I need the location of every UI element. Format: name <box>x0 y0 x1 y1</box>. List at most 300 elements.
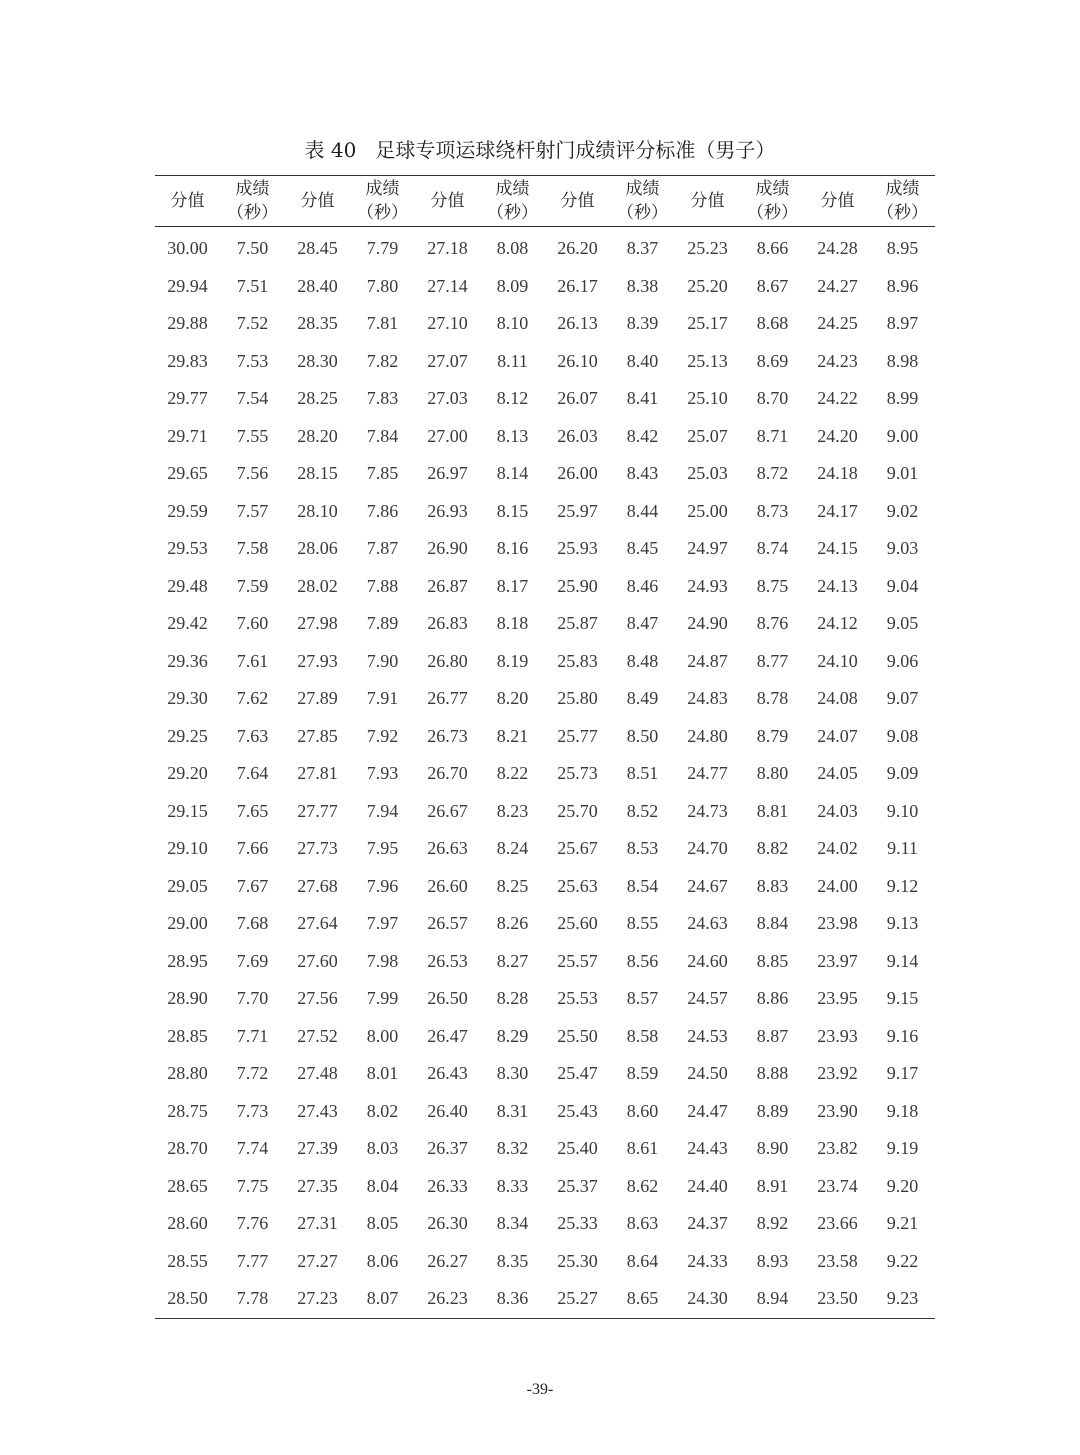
result-cell: 7.79 <box>366 238 399 259</box>
result-cell: 7.62 <box>236 688 269 709</box>
header-result-unit: （秒） <box>877 203 928 223</box>
result-cell: 7.50 <box>236 238 269 259</box>
result-cell: 8.71 <box>756 425 789 446</box>
score-cell: 26.23 <box>415 1280 480 1318</box>
score-cell: 24.90 <box>687 613 728 634</box>
result-cell: 8.06 <box>366 1250 399 1271</box>
result-cell: 7.99 <box>366 988 399 1009</box>
result-cell: 8.74 <box>756 538 789 559</box>
result-cell: 9.00 <box>886 425 919 446</box>
score-cell: 23.66 <box>817 1213 858 1234</box>
result-cell: 8.35 <box>496 1250 529 1271</box>
score-cell: 23.50 <box>805 1280 870 1318</box>
result-cell: 8.86 <box>756 988 789 1009</box>
result-cell: 7.89 <box>366 613 399 634</box>
score-cell: 26.27 <box>427 1250 468 1271</box>
result-cell: 7.69 <box>236 950 269 971</box>
result-cell: 7.68 <box>236 913 269 934</box>
result-cell: 8.33 <box>496 1175 529 1196</box>
result-cell: 7.81 <box>366 313 399 334</box>
result-cell: 7.59 <box>236 575 269 596</box>
score-cell: 27.23 <box>285 1280 350 1318</box>
result-cell: 7.75 <box>236 1175 269 1196</box>
result-cell: 7.76 <box>236 1213 269 1234</box>
header-result-label: 成绩 <box>495 179 530 199</box>
score-cell: 24.43 <box>687 1138 728 1159</box>
score-cell: 26.10 <box>557 350 598 371</box>
score-cell: 29.05 <box>167 875 208 896</box>
result-cell: 9.15 <box>886 988 919 1009</box>
result-cell: 8.53 <box>626 838 659 859</box>
result-cell: 8.19 <box>496 650 529 671</box>
result-cell: 8.87 <box>756 1025 789 1046</box>
result-cell: 7.88 <box>366 575 399 596</box>
score-cell: 27.68 <box>297 875 338 896</box>
table-row <box>155 1093 935 1131</box>
score-cell: 24.33 <box>687 1250 728 1271</box>
result-cell: 7.65 <box>236 800 269 821</box>
result-cell: 7.53 <box>236 350 269 371</box>
score-cell: 26.17 <box>557 275 598 296</box>
score-cell: 26.37 <box>427 1138 468 1159</box>
header-result-unit: （秒） <box>617 203 668 223</box>
result-cell: 7.66 <box>236 838 269 859</box>
score-cell: 27.93 <box>297 650 338 671</box>
score-cell: 25.57 <box>557 950 598 971</box>
result-cell: 8.00 <box>366 1025 399 1046</box>
score-cell: 24.18 <box>817 463 858 484</box>
score-cell: 24.30 <box>675 1280 740 1318</box>
score-cell: 26.07 <box>557 388 598 409</box>
header-score: 分值 <box>675 176 740 227</box>
score-cell: 29.48 <box>167 575 208 596</box>
score-cell: 26.13 <box>557 313 598 334</box>
result-cell: 9.09 <box>886 763 919 784</box>
score-cell: 29.77 <box>167 388 208 409</box>
score-cell: 26.63 <box>427 838 468 859</box>
result-cell: 8.01 <box>366 1063 399 1084</box>
table-header-row <box>155 176 935 227</box>
result-cell: 8.31 <box>496 1100 529 1121</box>
score-cell: 27.10 <box>427 313 468 334</box>
result-cell: 8.02 <box>366 1100 399 1121</box>
result-cell: 7.74 <box>236 1138 269 1159</box>
score-cell: 26.53 <box>427 950 468 971</box>
header-result <box>870 176 935 227</box>
header-result-unit: （秒） <box>747 203 798 223</box>
score-cell: 24.02 <box>817 838 858 859</box>
result-cell: 8.21 <box>496 725 529 746</box>
score-cell: 26.47 <box>427 1025 468 1046</box>
result-cell: 9.23 <box>870 1280 935 1318</box>
score-cell: 29.36 <box>167 650 208 671</box>
result-cell: 8.34 <box>496 1213 529 1234</box>
result-cell: 7.87 <box>366 538 399 559</box>
score-cell: 27.27 <box>297 1250 338 1271</box>
score-cell: 29.59 <box>167 500 208 521</box>
table-row <box>155 568 935 606</box>
score-cell: 25.07 <box>687 425 728 446</box>
table-row <box>155 268 935 306</box>
table-title: 表 40 足球专项运球绕杆射门成绩评分标准（男子） <box>304 138 776 162</box>
header-result-label: 成绩 <box>625 179 660 199</box>
score-cell: 26.43 <box>427 1063 468 1084</box>
score-cell: 24.67 <box>687 875 728 896</box>
score-cell: 26.40 <box>427 1100 468 1121</box>
result-cell: 7.96 <box>366 875 399 896</box>
score-cell: 25.20 <box>687 275 728 296</box>
result-cell: 8.43 <box>626 463 659 484</box>
score-cell: 28.06 <box>297 538 338 559</box>
table-body <box>155 227 935 1319</box>
score-cell: 26.90 <box>427 538 468 559</box>
score-cell: 27.77 <box>297 800 338 821</box>
result-cell: 7.92 <box>366 725 399 746</box>
result-cell: 8.50 <box>626 725 659 746</box>
score-cell: 26.20 <box>557 238 598 259</box>
result-cell: 8.79 <box>756 725 789 746</box>
header-score: 分值 <box>805 176 870 227</box>
score-cell: 24.50 <box>687 1063 728 1084</box>
score-cell: 25.00 <box>687 500 728 521</box>
result-cell: 8.37 <box>626 238 659 259</box>
result-cell: 8.47 <box>626 613 659 634</box>
table-row <box>155 1280 935 1318</box>
result-cell: 7.71 <box>236 1025 269 1046</box>
result-cell: 7.70 <box>236 988 269 1009</box>
result-cell: 7.56 <box>236 463 269 484</box>
header-result-unit: （秒） <box>357 203 408 223</box>
result-cell: 8.89 <box>756 1100 789 1121</box>
score-cell: 23.95 <box>817 988 858 1009</box>
score-cell: 24.03 <box>817 800 858 821</box>
score-cell: 25.80 <box>557 688 598 709</box>
table-row <box>155 755 935 793</box>
result-cell: 9.11 <box>887 838 918 859</box>
result-cell: 7.86 <box>366 500 399 521</box>
result-cell: 7.60 <box>236 613 269 634</box>
score-cell: 24.28 <box>817 238 858 259</box>
score-cell: 25.77 <box>557 725 598 746</box>
table-row <box>155 830 935 868</box>
score-cell: 24.25 <box>817 313 858 334</box>
header-result-unit: （秒） <box>487 203 538 223</box>
score-cell: 28.35 <box>297 313 338 334</box>
score-cell: 24.57 <box>687 988 728 1009</box>
header-result <box>610 176 675 227</box>
score-cell: 27.48 <box>297 1063 338 1084</box>
result-cell: 9.02 <box>886 500 919 521</box>
result-cell: 8.03 <box>366 1138 399 1159</box>
score-cell: 29.88 <box>167 313 208 334</box>
result-cell: 8.61 <box>626 1138 659 1159</box>
table-row <box>155 343 935 381</box>
result-cell: 8.92 <box>756 1213 789 1234</box>
result-cell: 8.08 <box>496 238 529 259</box>
result-cell: 8.24 <box>496 838 529 859</box>
score-cell: 24.73 <box>687 800 728 821</box>
score-cell: 26.87 <box>427 575 468 596</box>
result-cell: 9.12 <box>886 875 919 896</box>
score-cell: 28.15 <box>297 463 338 484</box>
result-cell: 8.11 <box>497 350 528 371</box>
score-cell: 25.30 <box>557 1250 598 1271</box>
result-cell: 8.29 <box>496 1025 529 1046</box>
result-cell: 7.78 <box>220 1280 285 1318</box>
result-cell: 7.90 <box>366 650 399 671</box>
result-cell: 8.52 <box>626 800 659 821</box>
score-cell: 24.87 <box>687 650 728 671</box>
result-cell: 7.77 <box>236 1250 269 1271</box>
result-cell: 8.56 <box>626 950 659 971</box>
score-cell: 23.90 <box>817 1100 858 1121</box>
score-cell: 27.73 <box>297 838 338 859</box>
score-cell: 29.10 <box>167 838 208 859</box>
result-cell: 7.64 <box>236 763 269 784</box>
score-cell: 28.85 <box>167 1025 208 1046</box>
result-cell: 8.46 <box>626 575 659 596</box>
score-cell: 23.93 <box>817 1025 858 1046</box>
result-cell: 8.75 <box>756 575 789 596</box>
score-cell: 25.47 <box>557 1063 598 1084</box>
score-cell: 25.73 <box>557 763 598 784</box>
score-cell: 27.60 <box>297 950 338 971</box>
result-cell: 7.57 <box>236 500 269 521</box>
result-cell: 8.99 <box>886 388 919 409</box>
result-cell: 7.83 <box>366 388 399 409</box>
result-cell: 8.40 <box>626 350 659 371</box>
score-cell: 25.43 <box>557 1100 598 1121</box>
result-cell: 9.10 <box>886 800 919 821</box>
score-cell: 24.23 <box>817 350 858 371</box>
result-cell: 8.18 <box>496 613 529 634</box>
score-cell: 23.98 <box>817 913 858 934</box>
result-cell: 8.94 <box>740 1280 805 1318</box>
result-cell: 8.42 <box>626 425 659 446</box>
result-cell: 8.48 <box>626 650 659 671</box>
score-cell: 28.40 <box>297 275 338 296</box>
score-cell: 26.33 <box>427 1175 468 1196</box>
score-cell: 25.83 <box>557 650 598 671</box>
score-cell: 28.10 <box>297 500 338 521</box>
score-cell: 25.50 <box>557 1025 598 1046</box>
table-row <box>155 605 935 643</box>
table-row <box>155 305 935 343</box>
result-cell: 8.54 <box>626 875 659 896</box>
table-row <box>155 1018 935 1056</box>
score-cell: 27.43 <box>297 1100 338 1121</box>
result-cell: 8.77 <box>756 650 789 671</box>
result-cell: 7.98 <box>366 950 399 971</box>
score-cell: 25.10 <box>687 388 728 409</box>
score-cell: 23.92 <box>817 1063 858 1084</box>
score-cell: 29.00 <box>167 913 208 934</box>
result-cell: 9.20 <box>886 1175 919 1196</box>
table-row <box>155 905 935 943</box>
result-cell: 8.84 <box>756 913 789 934</box>
header-result-label: 成绩 <box>755 179 790 199</box>
score-cell: 28.90 <box>167 988 208 1009</box>
score-cell: 25.27 <box>545 1280 610 1318</box>
header-result <box>220 176 285 227</box>
header-result-unit: （秒） <box>227 203 278 223</box>
result-cell: 8.30 <box>496 1063 529 1084</box>
result-cell: 7.93 <box>366 763 399 784</box>
score-cell: 24.00 <box>817 875 858 896</box>
table-row <box>155 227 935 268</box>
result-cell: 8.78 <box>756 688 789 709</box>
result-cell: 7.51 <box>236 275 269 296</box>
result-cell: 8.67 <box>756 275 789 296</box>
result-cell: 8.65 <box>610 1280 675 1318</box>
result-cell: 8.12 <box>496 388 529 409</box>
result-cell: 8.15 <box>496 500 529 521</box>
score-cell: 25.90 <box>557 575 598 596</box>
table-row <box>155 943 935 981</box>
header-result <box>740 176 805 227</box>
table-row <box>155 643 935 681</box>
score-cell: 27.56 <box>297 988 338 1009</box>
score-cell: 26.73 <box>427 725 468 746</box>
result-cell: 7.97 <box>366 913 399 934</box>
score-cell: 24.15 <box>817 538 858 559</box>
score-cell: 23.58 <box>817 1250 858 1271</box>
result-cell: 8.07 <box>350 1280 415 1318</box>
result-cell: 8.73 <box>756 500 789 521</box>
result-cell: 7.82 <box>366 350 399 371</box>
result-cell: 8.13 <box>496 425 529 446</box>
result-cell: 8.57 <box>626 988 659 1009</box>
score-cell: 24.13 <box>817 575 858 596</box>
header-score: 分值 <box>415 176 480 227</box>
result-cell: 8.17 <box>496 575 529 596</box>
score-cell: 29.65 <box>167 463 208 484</box>
score-cell: 25.70 <box>557 800 598 821</box>
result-cell: 8.22 <box>496 763 529 784</box>
score-cell: 27.00 <box>427 425 468 446</box>
result-cell: 7.80 <box>366 275 399 296</box>
result-cell: 8.62 <box>626 1175 659 1196</box>
result-cell: 7.95 <box>366 838 399 859</box>
score-cell: 28.02 <box>297 575 338 596</box>
result-cell: 8.76 <box>756 613 789 634</box>
score-cell: 24.10 <box>817 650 858 671</box>
result-cell: 7.61 <box>236 650 269 671</box>
score-cell: 25.13 <box>687 350 728 371</box>
score-cell: 27.14 <box>427 275 468 296</box>
score-cell: 24.40 <box>687 1175 728 1196</box>
score-cell: 26.67 <box>427 800 468 821</box>
score-cell: 24.80 <box>687 725 728 746</box>
header-result-label: 成绩 <box>235 179 270 199</box>
result-cell: 8.70 <box>756 388 789 409</box>
score-cell: 26.83 <box>427 613 468 634</box>
result-cell: 8.36 <box>480 1280 545 1318</box>
result-cell: 8.90 <box>756 1138 789 1159</box>
score-cell: 28.30 <box>297 350 338 371</box>
score-cell: 25.93 <box>557 538 598 559</box>
score-cell: 25.33 <box>557 1213 598 1234</box>
score-cell: 26.30 <box>427 1213 468 1234</box>
result-cell: 8.10 <box>496 313 529 334</box>
score-cell: 28.20 <box>297 425 338 446</box>
header-result <box>480 176 545 227</box>
score-cell: 25.97 <box>557 500 598 521</box>
result-cell: 8.91 <box>756 1175 789 1196</box>
result-cell: 9.14 <box>886 950 919 971</box>
header-score: 分值 <box>155 176 220 227</box>
header-score: 分值 <box>545 176 610 227</box>
result-cell: 8.68 <box>756 313 789 334</box>
result-cell: 9.22 <box>886 1250 919 1271</box>
score-cell: 24.47 <box>687 1100 728 1121</box>
score-cell: 26.50 <box>427 988 468 1009</box>
score-cell: 27.85 <box>297 725 338 746</box>
score-cell: 24.37 <box>687 1213 728 1234</box>
score-cell: 29.42 <box>167 613 208 634</box>
result-cell: 8.04 <box>366 1175 399 1196</box>
score-cell: 24.60 <box>687 950 728 971</box>
result-cell: 8.14 <box>496 463 529 484</box>
header-score: 分值 <box>285 176 350 227</box>
result-cell: 9.18 <box>886 1100 919 1121</box>
table-row <box>155 718 935 756</box>
score-cell: 23.82 <box>817 1138 858 1159</box>
score-cell: 29.20 <box>167 763 208 784</box>
score-cell: 25.87 <box>557 613 598 634</box>
header-result-label: 成绩 <box>365 179 400 199</box>
result-cell: 8.97 <box>886 313 919 334</box>
result-cell: 8.59 <box>626 1063 659 1084</box>
score-cell: 25.23 <box>687 238 728 259</box>
scoring-table <box>155 175 935 1319</box>
score-cell: 29.15 <box>167 800 208 821</box>
score-cell: 24.93 <box>687 575 728 596</box>
result-cell: 8.66 <box>756 238 789 259</box>
score-cell: 27.89 <box>297 688 338 709</box>
result-cell: 8.83 <box>756 875 789 896</box>
score-cell: 28.60 <box>167 1213 208 1234</box>
result-cell: 8.41 <box>626 388 659 409</box>
result-cell: 8.95 <box>886 238 919 259</box>
score-cell: 29.83 <box>167 350 208 371</box>
result-cell: 7.91 <box>366 688 399 709</box>
score-cell: 25.17 <box>687 313 728 334</box>
score-cell: 27.64 <box>297 913 338 934</box>
score-cell: 27.35 <box>297 1175 338 1196</box>
result-cell: 8.82 <box>756 838 789 859</box>
table-row <box>155 868 935 906</box>
result-cell: 8.51 <box>626 763 659 784</box>
score-cell: 28.25 <box>297 388 338 409</box>
header-result <box>350 176 415 227</box>
score-cell: 26.97 <box>427 463 468 484</box>
result-cell: 8.26 <box>496 913 529 934</box>
table-row <box>155 380 935 418</box>
result-cell: 8.09 <box>496 275 529 296</box>
result-cell: 8.55 <box>626 913 659 934</box>
result-cell: 8.25 <box>496 875 529 896</box>
score-cell: 24.17 <box>817 500 858 521</box>
table-row <box>155 493 935 531</box>
result-cell: 8.72 <box>756 463 789 484</box>
score-cell: 24.70 <box>687 838 728 859</box>
score-cell: 29.71 <box>167 425 208 446</box>
score-cell: 24.08 <box>817 688 858 709</box>
result-cell: 8.58 <box>626 1025 659 1046</box>
score-cell: 27.39 <box>297 1138 338 1159</box>
score-cell: 28.50 <box>155 1280 220 1318</box>
